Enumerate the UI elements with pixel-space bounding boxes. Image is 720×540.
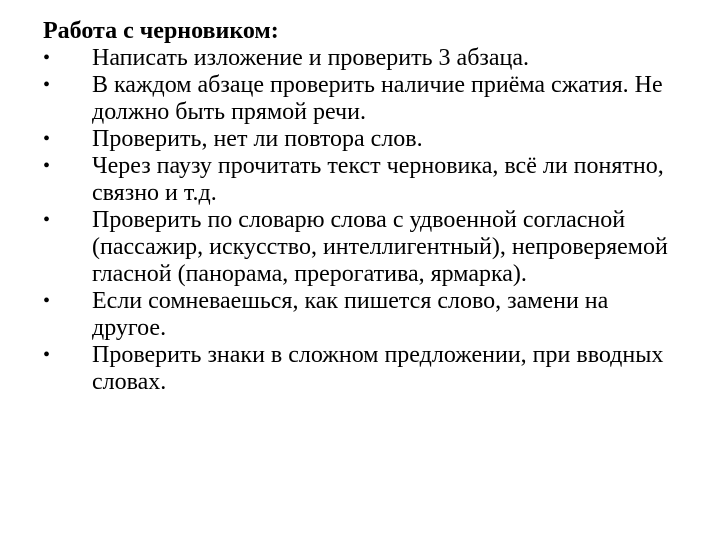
- list-item-text: Проверить по словарю слова с удвоенной согласной (пассажир, искусство, интеллигентный), непроверяемой гласной (панорама, прерогатива, ярмарка).: [92, 207, 668, 287]
- list-item-text: Если сомневаешься, как пишется слово, замени на другое.: [92, 288, 609, 341]
- list-item: [43, 288, 683, 342]
- list-item: [43, 153, 683, 207]
- list-item: [43, 207, 683, 288]
- list-item-text: Проверить, нет ли повтора слов.: [92, 126, 423, 152]
- bullet-icon: •: [43, 290, 51, 312]
- list-item: [43, 72, 683, 126]
- bullet-list: [43, 45, 683, 396]
- slide-heading: Работа с черновиком:: [43, 18, 279, 44]
- bullet-icon: •: [43, 74, 51, 96]
- list-item-text: В каждом абзаце проверить наличие приёма сжатия. Не должно быть прямой речи.: [92, 72, 663, 125]
- list-item-text: Проверить знаки в сложном предложении, при вводных словах.: [92, 342, 664, 395]
- bullet-icon: •: [43, 155, 51, 177]
- bullet-icon: •: [43, 209, 51, 231]
- list-item: [43, 45, 683, 72]
- bullet-icon: •: [43, 128, 51, 150]
- list-item: [43, 126, 683, 153]
- slide-content: [43, 18, 683, 396]
- bullet-icon: •: [43, 344, 51, 366]
- list-item: [43, 342, 683, 396]
- bullet-icon: •: [43, 47, 51, 69]
- list-item-text: Через паузу прочитать текст черновика, всё ли понятно, связно и т.д.: [92, 153, 664, 206]
- list-item-text: Написать изложение и проверить 3 абзаца.: [92, 45, 530, 71]
